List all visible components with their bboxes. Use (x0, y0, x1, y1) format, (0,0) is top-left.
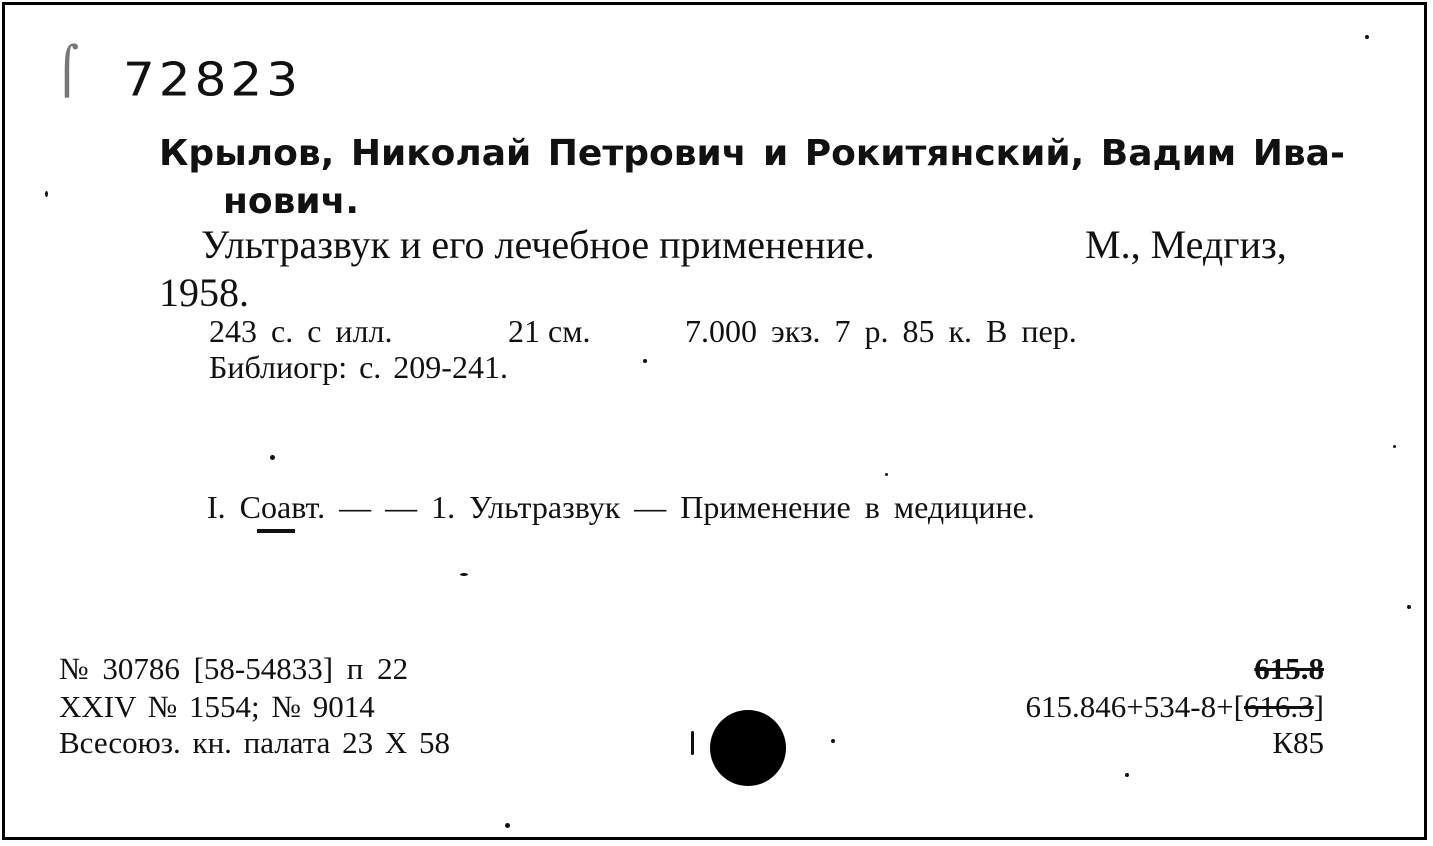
speck (45, 191, 48, 197)
classification-index-main: 615.846+534-8+[ (1025, 689, 1244, 724)
author-heading-line1: Крылов, Николай Петрович и Рокитянский, Вадим Ива- (159, 133, 1345, 174)
classification-struck: 615.8 (1254, 651, 1324, 686)
footer-series-line: XXIV № 1554; № 9014 (59, 689, 375, 724)
footer-chamber-line: Всесоюз. кн. палата 23 X 58 (59, 725, 451, 760)
classification-index-struck: 616.3 (1243, 689, 1314, 724)
title-statement: Ультразвук и его лечебное применение. (201, 222, 875, 267)
author-sign: К85 (1272, 725, 1324, 760)
speck (885, 473, 888, 476)
speck (643, 359, 647, 363)
speck (831, 739, 835, 743)
footer-accession-line: № 30786 [58-54833] п 22 (59, 651, 409, 686)
speck (1393, 445, 1396, 448)
physical-description-pages: 243 с. с илл. (209, 313, 393, 349)
speck (460, 573, 468, 576)
speck (505, 823, 510, 828)
stamp-mark: ⌠ (55, 43, 79, 97)
pencil-underline (257, 529, 295, 533)
classification-index-close: ] (1313, 689, 1324, 724)
speck (691, 731, 694, 755)
speck (1407, 605, 1411, 609)
print-run-and-price: 7.000 экз. 7 р. 85 к. В пер. (685, 313, 1077, 349)
rod-hole (710, 710, 786, 786)
author-heading-line2: нович. (223, 181, 360, 222)
speck (270, 455, 275, 460)
catalog-card (2, 2, 1427, 840)
classification-index (1026, 689, 1324, 725)
speck (1365, 35, 1369, 39)
imprint: М., Медгиз, (1085, 222, 1287, 267)
inventory-number: 72823 (123, 53, 303, 107)
physical-description-size: 21 см. (508, 313, 591, 349)
bibliography-note: Библиогр: с. 209-241. (209, 349, 508, 385)
tracings: I. Соавт. — — 1. Ультразвук — Применение в медицине. (207, 489, 1035, 525)
speck (1125, 773, 1129, 777)
imprint-year: 1958. (159, 270, 249, 315)
